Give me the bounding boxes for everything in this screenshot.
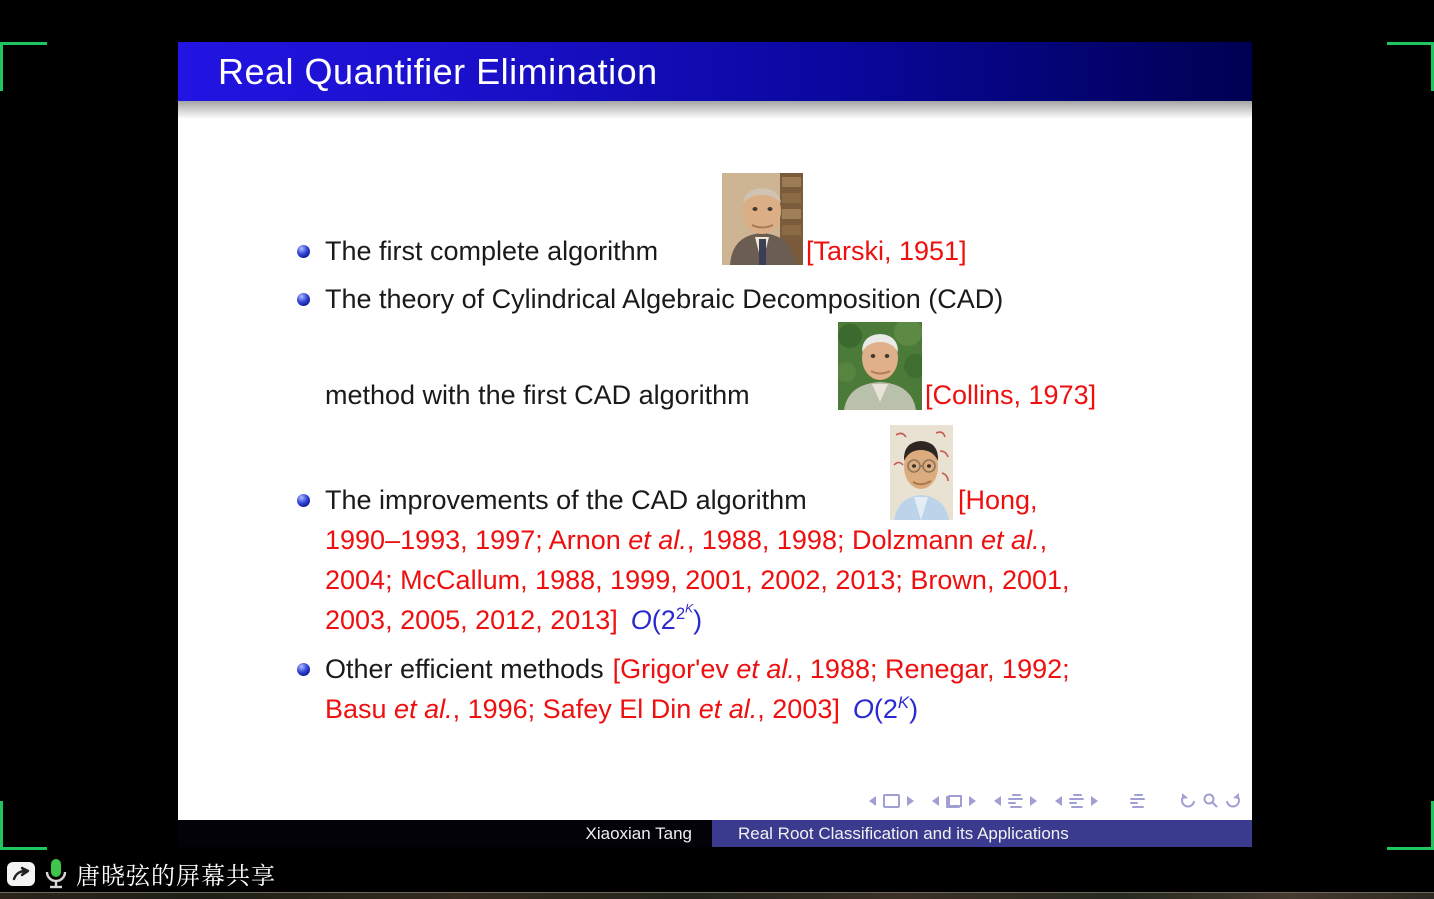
screen-share-annotate-icon[interactable] — [6, 860, 36, 888]
frames-icon[interactable] — [946, 795, 962, 808]
citation-hong-line4 — [325, 601, 703, 635]
bullet-4-line2 — [325, 694, 918, 724]
prev-section-icon[interactable] — [1055, 796, 1062, 806]
share-border-corner-top-right — [1387, 42, 1434, 91]
bullet-2-line2: method with the first CAD algorithm — [325, 380, 750, 410]
section-lines-icon[interactable] — [1069, 794, 1084, 808]
bullet-2-line1: The theory of Cylindrical Algebraic Decomposition (CAD) — [325, 284, 1004, 314]
bullet-marker — [297, 663, 310, 676]
citation-hong-line2: 1990–1993, 1997; Arnon et al., 1988, 1998; Dolzmann et al., — [325, 525, 1048, 555]
bullet-marker — [297, 293, 310, 306]
bullet-marker — [297, 494, 310, 507]
share-border-corner-bottom-right — [1387, 801, 1434, 850]
undo-icon[interactable] — [1179, 793, 1198, 809]
screen-share-statusbar[interactable] — [6, 856, 276, 891]
citation-tarski: [Tarski, 1951] — [806, 236, 967, 266]
bullet-item-3 — [297, 485, 807, 515]
prev-slide-icon[interactable] — [869, 796, 876, 806]
bullet-item-2 — [297, 284, 1003, 314]
footer-author: Xiaoxian Tang — [178, 820, 712, 847]
slide-frame-icon[interactable] — [883, 794, 900, 808]
citation-collins: [Collins, 1973] — [925, 380, 1097, 410]
bullet-4-text: Other efficient methods — [325, 654, 604, 684]
citation-other-line2: Basu et al., 1996; Safey El Din et al., 2003] — [325, 694, 840, 724]
hong-photo — [890, 425, 953, 520]
citation-hong-line1: [Hong, — [958, 485, 1038, 515]
citation-hong-line3: 2004; McCallum, 1988, 1999, 2001, 2002, 2013; Brown, 2001, — [325, 565, 1070, 595]
tarski-photo — [722, 173, 803, 265]
presentation-slide — [178, 42, 1252, 847]
bullet-item-1 — [297, 236, 658, 266]
bullet-item-4 — [297, 654, 1070, 684]
document-lines-icon[interactable] — [1130, 794, 1145, 808]
next-subsection-icon[interactable] — [1030, 796, 1037, 806]
citation-hong-line4-text: 2003, 2005, 2012, 2013] — [325, 605, 618, 635]
share-label: 唐晓弦的屏幕共享 — [76, 863, 276, 890]
microphone-icon[interactable] — [44, 858, 68, 890]
share-border-corner-top-left — [0, 42, 47, 91]
share-border-corner-bottom-left — [0, 801, 47, 850]
prev-subsection-icon[interactable] — [994, 796, 1001, 806]
beamer-navigation-bar — [869, 793, 1242, 809]
prev-frame-icon[interactable] — [932, 796, 939, 806]
complexity-double-exponential: $O(2^{2^K})$ — [630, 601, 703, 635]
video-feed-strip — [0, 892, 1434, 899]
subsection-lines-icon[interactable] — [1008, 794, 1023, 808]
collins-photo — [838, 322, 922, 410]
next-slide-icon[interactable] — [907, 796, 914, 806]
bullet-1-text: The first complete algorithm — [325, 236, 659, 266]
bullet-3-text: The improvements of the CAD algorithm — [325, 485, 807, 515]
footer-presentation-title: Real Root Classification and its Applications — [712, 820, 1252, 847]
next-section-icon[interactable] — [1091, 796, 1098, 806]
redo-icon[interactable] — [1223, 793, 1242, 809]
complexity-single-exponential: $O(2^K)$ — [852, 693, 919, 724]
bullet-marker — [297, 245, 310, 258]
slide-title-bar — [178, 42, 1252, 101]
search-icon[interactable] — [1202, 793, 1219, 809]
slide-footline — [178, 820, 1252, 847]
next-frame-icon[interactable] — [969, 796, 976, 806]
slide-title: Real Quantifier Elimination — [218, 51, 658, 92]
slide-body — [178, 101, 1252, 820]
citation-other-line1: [Grigor'ev et al., 1988; Renegar, 1992; — [612, 654, 1070, 684]
